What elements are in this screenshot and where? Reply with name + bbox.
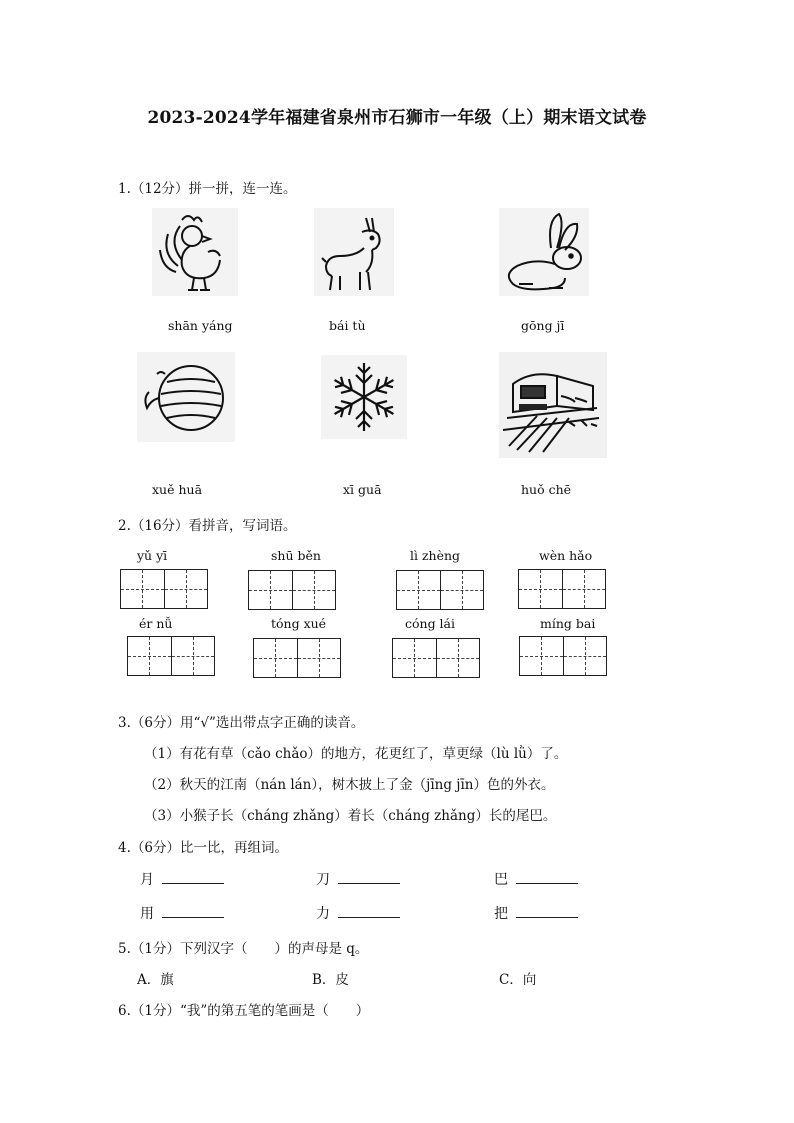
pinyin-er-nv: ér nǚ xyxy=(139,616,173,631)
pinyin-gong-ji: gōng jī xyxy=(521,318,565,333)
writing-grid-er-nv[interactable] xyxy=(127,636,215,676)
writing-grid-ming-bai[interactable] xyxy=(519,636,607,676)
pinyin-xi-gua: xī guā xyxy=(343,482,382,497)
compare-item-ba2[interactable] xyxy=(494,903,578,923)
option-b[interactable]: B．皮 xyxy=(312,972,349,988)
pinyin-xue-hua: xuě huā xyxy=(152,482,203,497)
answer-blank[interactable] xyxy=(516,871,578,884)
rabbit-icon xyxy=(499,208,589,296)
rooster-icon xyxy=(152,208,238,296)
pinyin-tong-xue: tóng xué xyxy=(271,616,327,631)
compare-item-dao[interactable] xyxy=(316,869,400,889)
writing-grid-yu-yi[interactable] xyxy=(120,569,208,609)
option-c[interactable]: C．向 xyxy=(499,972,537,988)
question-3-item-1: （1）有花有草（cǎo chǎo）的地方，花更红了，草更绿（lù lǜ）了。 xyxy=(144,746,568,762)
compare-char: 用 xyxy=(140,906,154,922)
answer-blank[interactable] xyxy=(162,905,224,918)
compare-char: 力 xyxy=(316,906,330,922)
compare-item-li[interactable] xyxy=(316,903,400,923)
question-2: 2.（16分）看拼音，写词语。 xyxy=(118,518,297,534)
answer-blank[interactable] xyxy=(338,871,400,884)
question-3: 3.（6分）用“√”选出带点字正确的读音。 xyxy=(118,715,365,731)
question-5: 5.（1分）下列汉字（ ）的声母是 q。 xyxy=(118,941,369,957)
writing-grid-wen-hao[interactable] xyxy=(518,569,606,609)
writing-grid-li-zheng[interactable] xyxy=(396,570,484,610)
pinyin-shan-yang: shān yáng xyxy=(168,318,233,333)
compare-item-yong[interactable] xyxy=(140,903,224,923)
watermelon-icon xyxy=(137,352,235,442)
question-3-item-2: （2）秋天的江南（nán lán），树木披上了金（jīng jīn）色的外衣。 xyxy=(144,777,555,793)
option-a[interactable]: A．旗 xyxy=(137,972,174,988)
goat-picture xyxy=(314,208,394,296)
pinyin-cong-lai: cóng lái xyxy=(405,616,455,631)
answer-blank[interactable] xyxy=(338,905,400,918)
compare-char: 月 xyxy=(140,872,154,888)
pinyin-li-zheng: lì zhèng xyxy=(410,548,461,563)
goat-icon xyxy=(314,208,394,296)
pinyin-ming-bai: míng bai xyxy=(540,616,596,631)
compare-item-yue[interactable] xyxy=(140,869,224,889)
compare-char: 刀 xyxy=(316,872,330,888)
writing-grid-tong-xue[interactable] xyxy=(253,638,341,678)
question-3-item-3: （3）小猴子长（cháng zhǎng）着长（cháng zhǎng）长的尾巴。 xyxy=(144,808,557,824)
writing-grid-cong-lai[interactable] xyxy=(392,638,480,678)
pinyin-wen-hao: wèn hǎo xyxy=(539,548,593,563)
pinyin-shu-ben: shū běn xyxy=(271,548,321,563)
compare-item-ba[interactable] xyxy=(494,869,578,889)
exam-title: 2023-2024学年福建省泉州市石狮市一年级（上）期末语文试卷 xyxy=(147,108,647,128)
train-icon xyxy=(499,352,607,458)
question-4: 4.（6分）比一比，再组词。 xyxy=(118,840,288,856)
snowflake-icon xyxy=(321,355,407,439)
answer-blank[interactable] xyxy=(162,871,224,884)
pinyin-yu-yi: yǔ yī xyxy=(137,548,168,563)
rabbit-picture xyxy=(499,208,589,296)
compare-char: 把 xyxy=(494,906,508,922)
watermelon-picture xyxy=(137,352,235,442)
question-6: 6.（1分）“我”的第五笔的笔画是（ ） xyxy=(118,1003,370,1019)
answer-blank[interactable] xyxy=(516,905,578,918)
writing-grid-shu-ben[interactable] xyxy=(248,570,336,610)
question-1: 1.（12分）拼一拼，连一连。 xyxy=(118,181,297,197)
rooster-picture xyxy=(152,208,238,296)
train-picture xyxy=(499,352,607,458)
pinyin-huo-che: huǒ chē xyxy=(521,482,572,497)
snowflake-picture xyxy=(321,355,407,439)
pinyin-bai-tu: bái tù xyxy=(329,318,366,333)
compare-char: 巴 xyxy=(494,872,508,888)
